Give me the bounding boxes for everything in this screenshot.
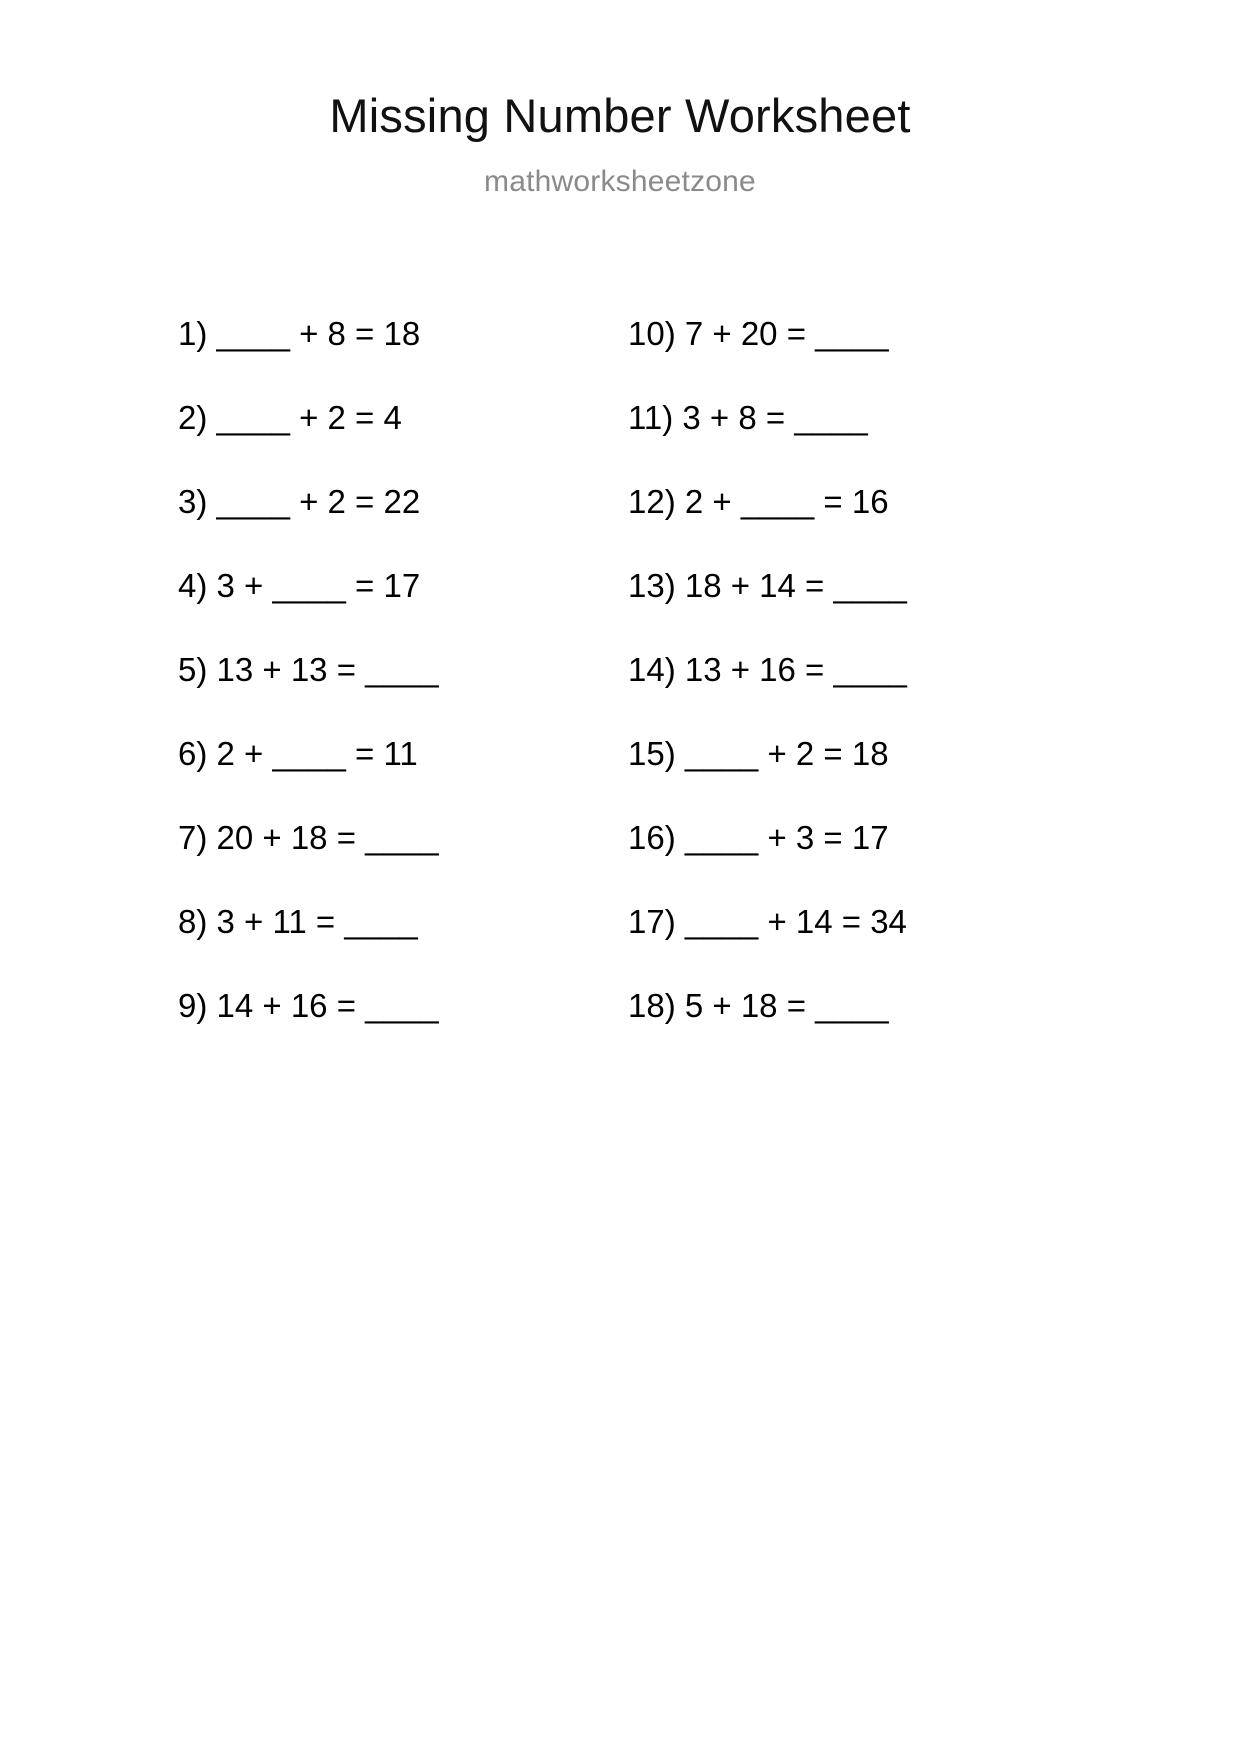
problem-item: 5) 13 + 13 = ____ <box>178 650 439 688</box>
problem-item: 15) ____ + 2 = 18 <box>628 734 889 772</box>
problem-column-left <box>178 291 628 1047</box>
problem-column-right <box>628 291 1098 1047</box>
problem-item: 7) 20 + 18 = ____ <box>178 818 439 856</box>
problem-item: 10) 7 + 20 = ____ <box>628 314 889 352</box>
problem-item: 3) ____ + 2 = 22 <box>178 482 421 520</box>
problem-item: 17) ____ + 14 = 34 <box>628 902 907 940</box>
page-title: Missing Number Worksheet <box>329 89 911 142</box>
problem-item: 12) 2 + ____ = 16 <box>628 482 889 520</box>
problem-item: 1) ____ + 8 = 18 <box>178 314 421 352</box>
problem-item: 13) 18 + 14 = ____ <box>628 566 907 604</box>
problem-item: 6) 2 + ____ = 11 <box>178 734 418 772</box>
problem-list <box>0 291 1240 1047</box>
problem-item: 11) 3 + 8 = ____ <box>628 398 868 436</box>
problem-item: 4) 3 + ____ = 17 <box>178 566 421 604</box>
problem-item: 8) 3 + 11 = ____ <box>178 902 418 940</box>
problem-item: 2) ____ + 2 = 4 <box>178 398 402 436</box>
problem-item: 18) 5 + 18 = ____ <box>628 986 889 1024</box>
page-subtitle: mathworksheetzone <box>484 165 756 198</box>
problem-item: 14) 13 + 16 = ____ <box>628 650 907 688</box>
problem-item: 9) 14 + 16 = ____ <box>178 986 439 1024</box>
problem-item: 16) ____ + 3 = 17 <box>628 818 889 856</box>
